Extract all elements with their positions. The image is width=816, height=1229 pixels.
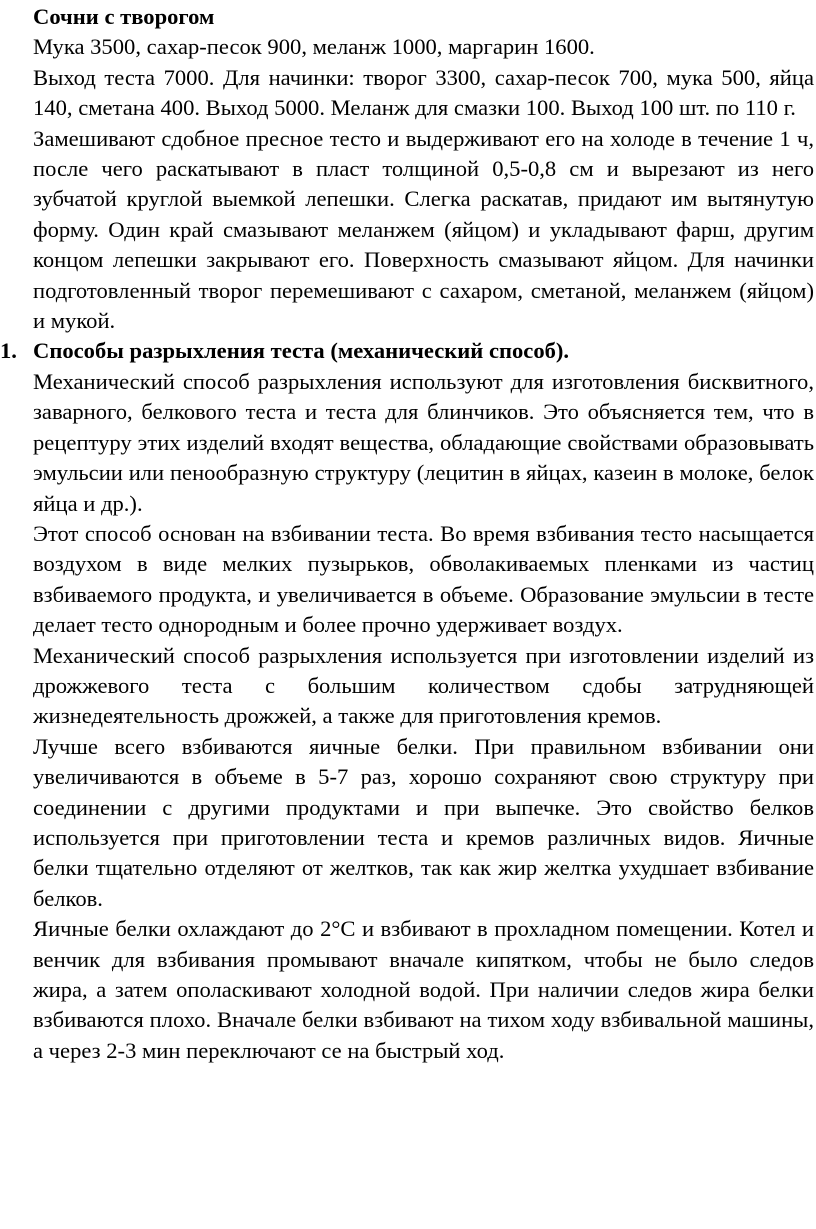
paragraph: Этот способ основан на взбивании теста. Во время взбивания тесто насыщается воздухом в виде мелких пузырьков, обволакиваемых пленками из частиц взбиваемого продукта, и увеличивается в объеме. Образование эмульсии в тесте делает тесто однородным и более прочно удерживает воздух. xyxy=(33,520,814,638)
section-number: 1. xyxy=(0,338,17,364)
section-heading-row xyxy=(0,336,814,366)
recipe-method: Замешивают сдобное пресное тесто и выдерживают его на холоде в течение 1 ч, после чего раскатывают в пласт толщиной 0,5-0,8 см и вырезают из него зубчатой круглой выемкой лепешки. Слегка раскатав, придают им вытянутую форму. Один край смазывают меланжем (яйцом) и укладывают фарш, другим концом лепешки закрывают его. Поверхность смазывают яйцом. Для начинки подготовленный творог перемешивают с сахаром, сметаной, меланжем (яйцом) и мукой. xyxy=(33,125,814,334)
paragraph: Яичные белки охлаждают до 2°С и взбивают в прохладном помещении. Котел и венчик для взбивания промывают вначале кипятком, чтобы не было следов жира, а затем ополаскивают холодной водой. При наличии следов жира белки взбиваются плохо. Вначале белки взбивают на тихом ходу взбивальной машины, а через 2-3 мин переключают се на быстрый ход. xyxy=(33,916,814,1063)
paragraph: Лучше всего взбиваются яичные белки. При правильном взбивании они увеличиваются в объеме в 5-7 раз, хорошо сохраняют свою структуру при соединении с другими продуктами и при выпечке. Это свойство белков используется при приготовлении теста и кремов различных видов. Яичные белки тщательно отделяют от желтков, так как жир желтка ухудшает взбивание белков. xyxy=(33,733,814,911)
paragraph: Механический способ разрыхления используется при изготовлении изделий из дрожжевого теста с большим количеством сдобы затрудняющей жизнедеятельность дрожжей, а также для приготовления кремов. xyxy=(33,642,814,729)
recipe-yield: Выход теста 7000. Для начинки: творог 3300, сахар-песок 700, мука 500, яйца 140, сметана 400. Выход 5000. Меланж для смазки 100. Выход 100 шт. по 110 г. xyxy=(33,64,814,121)
recipe-title: Сочни с творогом xyxy=(33,4,215,29)
document-page xyxy=(0,2,814,1066)
section-heading: Способы разрыхления теста (механический способ). xyxy=(33,338,570,364)
paragraph: Механический способ разрыхления используют для изготовления бисквитного, заварного, белкового теста и теста для блинчиков. Это объясняется тем, что в рецептуру этих изделий входят вещества, обладающие свойствами образовывать эмульсии или пенообразную структуру (лецитин в яйцах, казеин в молоке, белок яйца и др.). xyxy=(33,368,814,516)
recipe-ingredients: Мука 3500, сахар-песок 900, меланж 1000, маргарин 1600. xyxy=(33,34,595,60)
